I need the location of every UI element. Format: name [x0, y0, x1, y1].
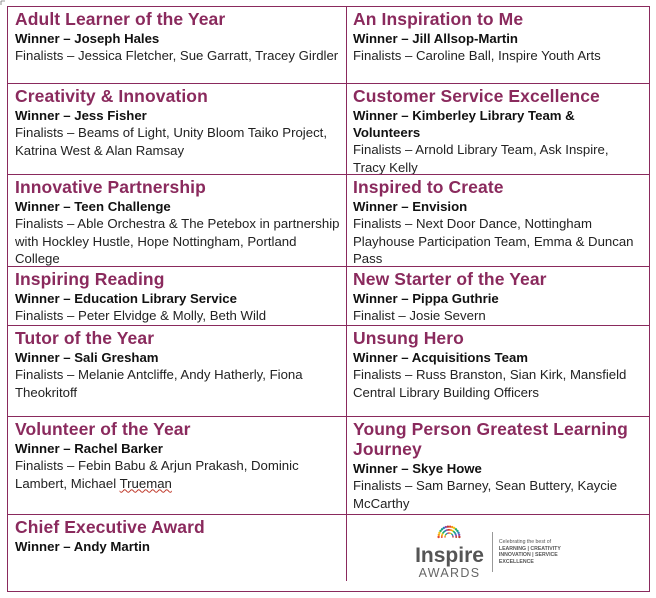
award-finalists: Finalists – Peter Elvidge & Molly, Beth Wild — [15, 308, 267, 323]
award-finalists: Finalists – Melanie Antcliffe, Andy Hatherly, Fiona Theokritoff — [15, 367, 303, 400]
logo-cell — [347, 515, 649, 581]
award-finalists: Finalist – Josie Severn — [353, 308, 486, 323]
logo-dot — [456, 536, 458, 538]
award-finalists: Finalists – Sam Barney, Sean Buttery, Kaycie McCarthy — [353, 478, 618, 511]
logo-subtitle: AWARDS — [418, 566, 481, 580]
logo-dot — [445, 526, 447, 528]
award-cell-inspired-to-create — [347, 175, 649, 267]
logo-dot — [438, 536, 440, 538]
tagline-line: EXCELLENCE — [498, 558, 534, 565]
award-winner: Winner – Teen Challenge — [15, 199, 171, 214]
award-finalists: Finalists – Jessica Fletcher, Sue Garratt, Tracey Girdler — [15, 48, 339, 63]
award-cell-young-person — [347, 417, 649, 515]
logo-dot — [458, 532, 460, 534]
spellcheck-underlined-word: Trueman — [119, 475, 172, 491]
logo-dot — [438, 534, 440, 536]
award-finalists: Finalists – Beams of Light, Unity Bloom Taiko Project, Katrina West & Alan Ramsay — [15, 125, 327, 158]
logo-divider — [492, 532, 493, 572]
awards-table — [7, 6, 650, 592]
award-cell-volunteer — [8, 417, 347, 515]
award-winner: Winner – Acquisitions Team — [353, 350, 529, 365]
logo-dot — [459, 536, 461, 538]
award-finalists: Finalists – Able Orchestra & The Petebox in partnership with Hockley Hustle, Hope Nottingham, Portland College — [15, 216, 340, 266]
starburst-icon — [436, 524, 462, 546]
award-cell-new-starter — [347, 267, 649, 326]
award-cell-inspiration — [347, 7, 649, 84]
award-winner: Winner – Jess Fisher — [15, 108, 147, 123]
award-cell-adult-learner — [8, 7, 347, 84]
award-cell-creativity — [8, 84, 347, 175]
award-winner: Winner – Envision — [353, 199, 468, 214]
award-title: An Inspiration to Me — [353, 9, 524, 29]
award-winner: Winner – Sali Gresham — [15, 350, 159, 365]
award-title: Adult Learner of the Year — [15, 9, 226, 29]
finalists-text: Finalists – Febin Babu & Arjun Prakash, Dominic Lambert, Michael — [15, 458, 299, 491]
award-finalists: Finalists – Caroline Ball, Inspire Youth Arts — [353, 48, 601, 63]
award-cell-tutor — [8, 326, 347, 417]
award-cell-customer-service — [347, 84, 649, 175]
award-winner: Winner – Education Library Service — [15, 291, 237, 306]
logo-tagline — [499, 539, 569, 565]
award-title: Unsung Hero — [353, 328, 464, 348]
tagline-line: INNOVATION | SERVICE — [498, 552, 558, 558]
inspire-awards-logo — [415, 524, 569, 580]
award-cell-chief-executive — [8, 515, 347, 581]
award-title: Innovative Partnership — [15, 177, 206, 197]
award-title: Inspired to Create — [353, 177, 504, 197]
award-winner: Winner – Pippa Guthrie — [353, 291, 499, 306]
award-finalists: Finalists – Next Door Dance, Nottingham Playhouse Participation Team, Emma & Duncan Pass — [353, 216, 634, 266]
award-title: Creativity & Innovation — [15, 86, 208, 106]
award-winner: Winner – Rachel Barker — [15, 441, 163, 456]
award-cell-inspiring-reading — [8, 267, 347, 326]
award-title: Volunteer of the Year — [15, 419, 191, 439]
award-winner: Winner – Andy Martin — [15, 539, 150, 554]
logo-dot — [453, 536, 454, 537]
award-finalists: Finalists – Arnold Library Team, Ask Inspire, Tracy Kelly — [353, 142, 609, 175]
award-winner: Winner – Jill Allsop-Martin — [353, 31, 518, 46]
logo-mark — [415, 524, 484, 580]
award-cell-unsung-hero — [347, 326, 649, 417]
award-winner: Winner – Kimberley Library Team & Volunteers — [353, 108, 575, 140]
award-winner: Winner – Joseph Hales — [15, 31, 160, 46]
award-cell-innovative-partnership — [8, 175, 347, 267]
award-finalists: Finalists – Russ Branston, Sian Kirk, Mansfield Central Library Building Officers — [353, 367, 627, 400]
logo-word: Inspire — [415, 544, 484, 567]
logo-dot — [449, 525, 451, 527]
award-finalists — [15, 457, 340, 492]
award-title: Inspiring Reading — [15, 269, 165, 289]
award-title: Tutor of the Year — [15, 328, 155, 348]
award-title: Customer Service Excellence — [353, 86, 600, 106]
tagline-line: LEARNING | CREATIVITY — [498, 545, 561, 552]
tagline-line: Celebrating the best of — [498, 539, 552, 545]
award-winner: Winner – Skye Howe — [353, 461, 482, 476]
logo-dot — [447, 525, 449, 527]
award-title: Chief Executive Award — [15, 517, 205, 537]
award-title: New Starter of the Year — [353, 269, 547, 289]
award-title: Young Person Greatest Learning Journey — [353, 419, 628, 459]
logo-dot — [458, 534, 460, 536]
corner-marker — [0, 0, 6, 6]
